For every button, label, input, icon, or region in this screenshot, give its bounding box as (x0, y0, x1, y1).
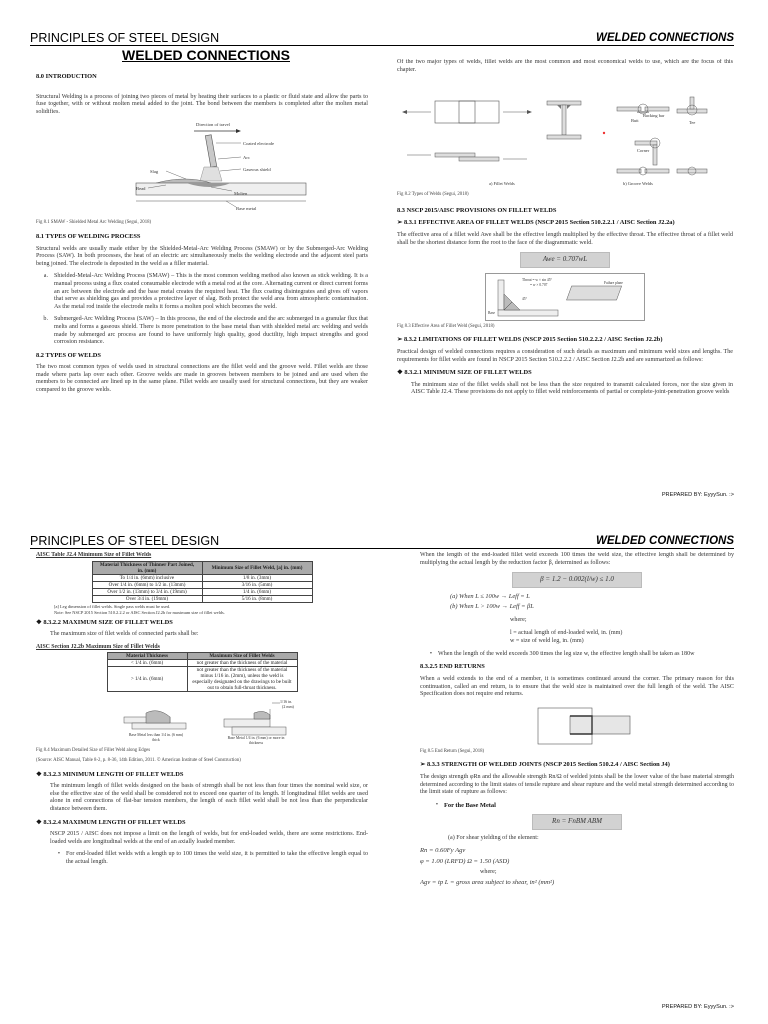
label-arc: Arc (243, 155, 250, 161)
page1-right-column (397, 59, 733, 479)
table-maximum-size-title: AISC Section J2.2b Maximum Size of Fillet Welds (36, 643, 160, 650)
table-note: Note: See NSCP 2015 Section 510.2.2.2 or AISC Section J2.2b for maximum size of fillet welds. (54, 609, 225, 615)
figure-8-5-caption: Fig 8.5 End Return (Segui, 2018) (420, 748, 485, 754)
table-header: Minimum Size of Fillet Weld, [a] in. (mm) (202, 561, 312, 574)
table-row: Over 1/4 in. (6mm) to 1/2 in. (13mm) 3/16 in. (5mm) (92, 581, 312, 588)
label-45-degrees: 45° (522, 296, 528, 301)
label-molten: Molten (234, 191, 248, 197)
label-bead: Bead (136, 186, 146, 192)
label-throat-value: = w × 0.707 (530, 282, 548, 287)
table-minimum-size (92, 561, 313, 603)
section-heading-nscp: 8.3 NSCP 2015/AISC PROVISIONS ON FILLET WELDS (397, 206, 557, 214)
table-header: Material Thickness of Thinner Part Joined, in. (mm) (92, 561, 202, 574)
label-throat: Throat = w × sin 45° (522, 277, 552, 282)
page1-footer: PREPARED BY: EyyySun. :> (661, 492, 734, 498)
header-course-title: PRINCIPLES OF STEEL DESIGN (30, 31, 220, 45)
table-row: < 1/4 in. (6mm) not greater than the thickness of the material (107, 660, 297, 667)
end-returns-paragraph: When a weld extends to the end of a member, it is sometimes continued around the corner. The primary reason for this continuation, called an end return, is to ensure that the weld size is maintained over the full length of the weld. The AISC Specification does not require end returns. (420, 675, 734, 698)
strength-paragraph: The design strength φRn and the allowable strength Rn/Ω of welded joints shall be the lower value of the base material strength determined according to the limit states of tensile rupture and shear rupture and the weld metal strength determined according to the limit state of rupture as follows: (420, 773, 734, 796)
table-minimum-size-title: AISC Table J2.4 Minimum Size of Fillet Welds (36, 552, 152, 558)
section-heading-intro: 8.0 INTRODUCTION (36, 73, 97, 80)
reduction-factor-paragraph: When the length of the end-loaded fillet weld exceeds 100 times the weld size, the effective length shall be determined by multiplying the actual length by the reduction factor β, determined as follows: (420, 552, 734, 566)
table-row: > 1/4 in. (6mm) not greater than the thickness of the material minus 1/16 in. (2mm), unless the weld is especially designated on the drawings to be built out to obtain full-throat thickness. (107, 667, 297, 692)
section-heading-limitations: ➢ 8.3.2 LIMITATIONS OF FILLET WELDS (NSCP 2015 Section 510.2.2.2 / AISC Section J2.2b) (397, 336, 733, 344)
where-length: l = actual length of end-loaded weld, in. (mm) (510, 629, 623, 636)
end-return-diagram (420, 704, 734, 746)
table-header: Material Thickness (107, 653, 187, 660)
section-heading-strength: ➢ 8.3.3 STRENGTH OF WELDED JOINTS (NSCP 2015 Section 510.2.4 / AISC Section J4) (420, 761, 734, 769)
section-heading-maximum-size: ❖ 8.3.2.2 MAXIMUM SIZE OF FILLET WELDS (36, 619, 368, 627)
label-butt: Butt (631, 118, 639, 124)
where-leg-size: w = size of weld leg, in. (mm) (510, 638, 584, 645)
list-item-end-loaded: • For end-loaded fillet welds with a length up to 100 times the weld size, it is permitted to take the effective length equal to the actual length. (57, 851, 368, 865)
header-chapter-title: WELDED CONNECTIONS (596, 535, 734, 547)
label-backing-bar: Backing bar (643, 113, 665, 119)
label-2-mm: (2 mm) (282, 704, 294, 710)
label-1-16-in: 1/16 in. (280, 699, 293, 705)
figure-8-4-caption: Fig 8.4 Maximum Detailed Size of Fillet Weld along Edges (36, 748, 151, 754)
figure-8-4-source: (Source: AISC Manual, Table 8-2, p. 8-36, 14th Edition, 2011. © American Institute of Steel Construction) (36, 757, 241, 763)
label-slag: Slag (150, 169, 159, 175)
header-rule (30, 45, 734, 46)
section-heading-end-returns: 8.3.2.5 END RETURNS (420, 663, 485, 671)
where-label-b: where; (480, 868, 497, 875)
figure-end-return (420, 704, 734, 746)
label-gaseous-shield: Gaseous shield (243, 167, 271, 173)
maximum-size-paragraph: The maximum size of filet welds of connected parts shall be: (50, 631, 199, 638)
header-chapter-title: WELDED CONNECTIONS (596, 32, 734, 44)
case-a: (a) When L ≤ 100w → Leff = L (450, 592, 530, 600)
maximum-length-paragraph: NSCP 2015 / AISC does not impose a limit on the length of welds, but for end-loaded welds, there are some restrictions. End-loaded welds are longitudinal welds at the end of an axially loaded member. (50, 831, 368, 845)
label-corner: Corner (637, 148, 650, 154)
header-rule (30, 548, 734, 549)
fillet-focus-paragraph: Of the two major types of welds, fillet welds are the most common and most economical welds to use, which are the focus of this chapter. (397, 59, 733, 73)
page2-footer: PREPARED BY: EyyySun. :> (661, 1004, 734, 1010)
page2-right-column (420, 552, 734, 1008)
label-fillet-welds: a) Fillet Welds (489, 181, 515, 187)
smaw-diagram (36, 121, 368, 217)
section-heading-minimum-length: ❖ 8.3.2.3 MINIMUM LENGTH OF FILLET WELDS (36, 771, 368, 779)
section-heading-minimum-size: ❖ 8.3.2.1 MINIMUM SIZE OF FILLET WELDS (397, 369, 733, 377)
intro-paragraph: Structural Welding is a process of joining two pieces of metal by heating their surfaces to a plastic or fluid state and allow the parts to fuse together, with or without molten metal added to the joint. The bond between the members is completed after the molten metal solidifies. (36, 93, 368, 115)
table-row: Over 3/4 in. (19mm) 5/16 in. (8mm) (92, 595, 312, 602)
list-item-300w: • When the length of the weld exceeds 300 times the leg size w, the effective length shall be taken as 180w (429, 650, 695, 657)
section-heading-maximum-length: ❖ 8.3.2.4 MAXIMUM LENGTH OF FILLET WELDS (36, 819, 368, 827)
table-maximum-size (107, 652, 298, 692)
phi-omega-line: φ = 1.00 (LRFD) Ω = 1.50 (ASD) (420, 858, 510, 866)
limitations-paragraph: Practical design of welded connections requires a consideration of such details as maximum and minimum weld sizes and lengths. The requirements for fillet welds are found in NSCP 2015 Section 510.2.2.2 / AISC Section J2.2b and are summarized as follows: (397, 348, 733, 363)
table-row: To 1/4 in. (6mm) inclusive 1/8 in. (3mm) (92, 574, 312, 581)
section-heading-effective-area: ➢ 8.3.1 EFFECTIVE AREA OF FILLET WELDS (NSCP 2015 Section 510.2.2.1 / AISC Section J2.2a) (397, 219, 733, 227)
figure-effective-area (485, 273, 645, 321)
shear-yielding-item: (a) For shear yielding of the element: (448, 834, 539, 841)
list-item-smaw: a. Shielded-Metal-Arc Welding Process (SMAW) – This is the most common welding method also known as stick welding. It is a manual process using a flux coated consumable electrode with a metal rod at the core. Alternating current or direct current forms an arc between the electrode and the base metal creates the required heat. The flux coating disintegrates and gives off vapors that serve as shielding gas and provides a protective layer of slag. Both protect the weld area from atmospheric contamination. As the metal rod inside the electrode melts it forms a molten pool which becomes the weld. (43, 273, 368, 310)
figure-smaw (36, 121, 368, 217)
header-course-title: PRINCIPLES OF STEEL DESIGN (30, 534, 220, 548)
table-header: Maximum Size of Fillet Welds (187, 653, 297, 660)
types-welding-paragraph: Structural welds are usually made either by the Shielded-Metal-Arc Welding Process (SMAW) or by the Submerged-Arc Welding Process (SAW). In both processes, the heat of an electric arc simultaneously melts the welding electrode and the adjacent steel parts being joined. The electrode is deposited in the weld as a filler material. (36, 245, 368, 267)
figure-max-size-edges (36, 695, 368, 745)
section-heading-types-welding: 8.1 TYPES OF WELDING PROCESS (36, 232, 141, 240)
rn-formula: Rn = FnBM ABM (532, 814, 622, 830)
types-of-welds-diagram (397, 79, 733, 189)
chapter-title: WELDED CONNECTIONS (122, 47, 290, 63)
label-base-metal-thin: Base Metal less than 1/4 in. (6 mm) thick (128, 733, 184, 742)
types-welds-paragraph: The two most common types of welds used in structural connections are the fillet weld and the groove weld. Fillet welds are those made where parts lap over each other. Groove welds are made in grooves between members to be joined and are used when the members to be connected are lined up in the same plane. Fillet welds are usually used for structural connections, but they are weaker compared to the groove welds. (36, 364, 368, 394)
rn-shear-formula: Rn = 0.60Fy Agv (420, 847, 466, 855)
list-item-saw: b. Submerged-Arc Welding Process (SAW) – In this process, the end of the electrode and the arc submerged in a granular flux that melts and forms a gaseous shield. There is more penetration to the base metal than with shielded metal arc welding and welds made by submerged arc process are found to have uniformly high quality, good ductility, high impact strengths and good corrosion resistance. (43, 316, 368, 346)
label-direction-of-travel: Direction of travel (196, 122, 230, 128)
label-tee: Tee (689, 120, 696, 126)
effective-area-paragraph: The effective area of a fillet weld Awe shall be the effective length multiplied by the effective throat. The effective throat of a fillet weld shall be the shortest distance form the root to the face of the diagrammatic weld. (397, 231, 733, 246)
page1-left-column (36, 70, 368, 490)
minimum-size-paragraph: The minimum size of the fillet welds shall not be less than the size required to transmit calculated forces, nor the size given in AISC Table J2.4. These provisions do not apply to fillet weld reinforcements of partial or complete-joint-penetration groove welds (411, 381, 733, 396)
label-groove-welds: b) Groove Welds (623, 181, 653, 187)
minimum-length-paragraph: The minimum length of fillet welds designed on the basis of strength shall be not less than four times the nominal weld size, or else the effective size of the weld shall be considered not to exceed one quarter of its length. If longitudinal fillet welds are used alone in end connections of flat-bar tension members, the length of each fillet weld shall be not less than the perpendicular distance between them. (50, 783, 368, 812)
figure-types-of-welds (397, 79, 733, 189)
list-item-base-metal: • For the Base Metal (435, 801, 496, 809)
label-failure-plane: Failure plane (604, 280, 623, 285)
document-page-2 (0, 512, 768, 1024)
effective-area-formula: Awe = 0.707wL (520, 252, 610, 268)
figure-8-3-caption: Fig 8.3 Effective Area of Fillet Weld (Segui, 2018) (397, 323, 495, 329)
label-base: Base (488, 310, 495, 315)
beta-formula: β = 1.2 − 0.002(l/w) ≤ 1.0 (512, 572, 642, 588)
agv-definition: Agv = tp L = gross area subject to shear, in² (mm²) (420, 879, 555, 887)
figure-8-1-caption: Fig 8.1 SMAW - Shielded Metal Arc Welding (Segui, 2018) (36, 220, 152, 226)
section-heading-types-welds: 8.2 TYPES OF WELDS (36, 351, 101, 359)
label-base-metal-thick: Base Metal 1/4 in. (6 mm) or more in thickness (227, 736, 285, 745)
max-size-edges-diagram (36, 695, 368, 745)
label-coated-electrode: Coated electrode (243, 141, 274, 147)
where-label: where; (510, 616, 527, 623)
table-note: [a] Leg dimension of fillet welds. Single pass welds must be used. (54, 603, 171, 609)
figure-8-2-caption: Fig 8.2 Types of Welds (Segui, 2018) (397, 192, 469, 198)
table-row: Over 1/2 in. (13mm) to 3/4 in. (19mm) 1/4 in. (6mm) (92, 588, 312, 595)
case-b: (b) When L > 100w → Leff = βL (450, 603, 534, 611)
label-base-metal: Base metal (236, 206, 257, 212)
page2-left-column (36, 552, 368, 1008)
